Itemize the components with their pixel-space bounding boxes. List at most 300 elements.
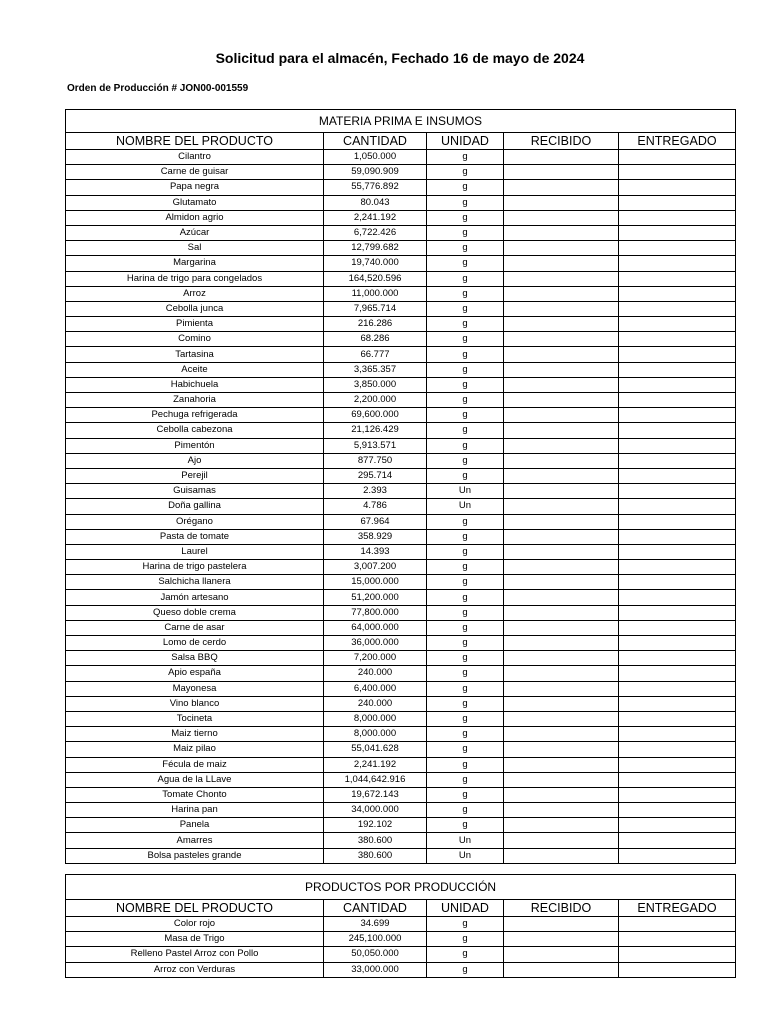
- quantity-cell: 295.714: [324, 468, 427, 483]
- table-row: [66, 438, 736, 453]
- table-row: [66, 590, 736, 605]
- unit-cell: g: [427, 605, 504, 620]
- unit-cell: g: [427, 962, 504, 977]
- received-cell: [504, 962, 619, 977]
- unit-cell: g: [427, 742, 504, 757]
- received-cell: [504, 917, 619, 932]
- received-cell: [504, 772, 619, 787]
- delivered-cell: [619, 711, 736, 726]
- delivered-cell: [619, 150, 736, 165]
- unit-cell: g: [427, 666, 504, 681]
- unit-cell: g: [427, 544, 504, 559]
- received-cell: [504, 818, 619, 833]
- received-cell: [504, 271, 619, 286]
- delivered-cell: [619, 468, 736, 483]
- unit-cell: g: [427, 210, 504, 225]
- unit-cell: g: [427, 468, 504, 483]
- table-row: [66, 947, 736, 962]
- quantity-cell: 64,000.000: [324, 620, 427, 635]
- delivered-cell: [619, 947, 736, 962]
- product-name-cell: Maiz tierno: [66, 727, 324, 742]
- unit-cell: g: [427, 393, 504, 408]
- delivered-cell: [619, 499, 736, 514]
- product-name-cell: Color rojo: [66, 917, 324, 932]
- unit-cell: g: [427, 681, 504, 696]
- raw-materials-table: [65, 109, 736, 864]
- product-name-cell: Lomo de cerdo: [66, 636, 324, 651]
- unit-cell: g: [427, 347, 504, 362]
- quantity-cell: 59,090.909: [324, 165, 427, 180]
- column-header-name: NOMBRE DEL PRODUCTO: [66, 900, 324, 917]
- quantity-cell: 240.000: [324, 696, 427, 711]
- unit-cell: g: [427, 256, 504, 271]
- table-row: [66, 772, 736, 787]
- product-name-cell: Cebolla junca: [66, 301, 324, 316]
- table-row: [66, 681, 736, 696]
- received-cell: [504, 241, 619, 256]
- table-row: [66, 256, 736, 271]
- delivered-cell: [619, 917, 736, 932]
- table-row: [66, 917, 736, 932]
- received-cell: [504, 225, 619, 240]
- unit-cell: g: [427, 377, 504, 392]
- section-title: MATERIA PRIMA E INSUMOS: [66, 110, 736, 133]
- received-cell: [504, 453, 619, 468]
- product-name-cell: Harina de trigo pastelera: [66, 560, 324, 575]
- product-name-cell: Apio españa: [66, 666, 324, 681]
- unit-cell: g: [427, 317, 504, 332]
- received-cell: [504, 560, 619, 575]
- product-name-cell: Tartasina: [66, 347, 324, 362]
- received-cell: [504, 256, 619, 271]
- product-name-cell: Arroz con Verduras: [66, 962, 324, 977]
- delivered-cell: [619, 180, 736, 195]
- product-name-cell: Pimentón: [66, 438, 324, 453]
- quantity-cell: 164,520.596: [324, 271, 427, 286]
- table-row: [66, 787, 736, 802]
- received-cell: [504, 757, 619, 772]
- table-row: [66, 377, 736, 392]
- table-row: [66, 620, 736, 635]
- table-row: [66, 347, 736, 362]
- delivered-cell: [619, 225, 736, 240]
- quantity-cell: 19,740.000: [324, 256, 427, 271]
- unit-cell: g: [427, 711, 504, 726]
- delivered-cell: [619, 286, 736, 301]
- quantity-cell: 3,007.200: [324, 560, 427, 575]
- unit-cell: g: [427, 947, 504, 962]
- table-row: [66, 666, 736, 681]
- quantity-cell: 2.393: [324, 484, 427, 499]
- received-cell: [504, 932, 619, 947]
- delivered-cell: [619, 575, 736, 590]
- received-cell: [504, 651, 619, 666]
- received-cell: [504, 301, 619, 316]
- quantity-cell: 380.600: [324, 833, 427, 848]
- product-name-cell: Doña gallina: [66, 499, 324, 514]
- delivered-cell: [619, 833, 736, 848]
- delivered-cell: [619, 560, 736, 575]
- unit-cell: g: [427, 241, 504, 256]
- table-row: [66, 468, 736, 483]
- quantity-cell: 51,200.000: [324, 590, 427, 605]
- column-header-delivered: ENTREGADO: [619, 133, 736, 150]
- table-row: [66, 484, 736, 499]
- delivered-cell: [619, 210, 736, 225]
- table-row: [66, 529, 736, 544]
- quantity-cell: 14.393: [324, 544, 427, 559]
- unit-cell: g: [427, 560, 504, 575]
- unit-cell: g: [427, 301, 504, 316]
- product-name-cell: Fécula de maiz: [66, 757, 324, 772]
- table-row: [66, 271, 736, 286]
- quantity-cell: 240.000: [324, 666, 427, 681]
- unit-cell: g: [427, 772, 504, 787]
- table-row: [66, 833, 736, 848]
- delivered-cell: [619, 803, 736, 818]
- table-row: [66, 499, 736, 514]
- delivered-cell: [619, 696, 736, 711]
- delivered-cell: [619, 438, 736, 453]
- received-cell: [504, 286, 619, 301]
- quantity-cell: 80.043: [324, 195, 427, 210]
- product-name-cell: Carne de asar: [66, 620, 324, 635]
- delivered-cell: [619, 666, 736, 681]
- unit-cell: g: [427, 932, 504, 947]
- table-row: [66, 605, 736, 620]
- delivered-cell: [619, 514, 736, 529]
- unit-cell: g: [427, 165, 504, 180]
- unit-cell: Un: [427, 499, 504, 514]
- quantity-cell: 36,000.000: [324, 636, 427, 651]
- product-name-cell: Bolsa pasteles grande: [66, 848, 324, 863]
- column-header-unit: UNIDAD: [427, 133, 504, 150]
- received-cell: [504, 484, 619, 499]
- product-name-cell: Sal: [66, 241, 324, 256]
- table-row: [66, 210, 736, 225]
- table-row: [66, 317, 736, 332]
- unit-cell: g: [427, 514, 504, 529]
- unit-cell: Un: [427, 848, 504, 863]
- table-row: [66, 225, 736, 240]
- quantity-cell: 2,200.000: [324, 393, 427, 408]
- table-row: [66, 301, 736, 316]
- delivered-cell: [619, 347, 736, 362]
- product-name-cell: Relleno Pastel Arroz con Pollo: [66, 947, 324, 962]
- document-title: Solicitud para el almacén, Fechado 16 de mayo de 2024: [215, 50, 585, 66]
- delivered-cell: [619, 301, 736, 316]
- quantity-cell: 4.786: [324, 499, 427, 514]
- table-row: [66, 514, 736, 529]
- quantity-cell: 216.286: [324, 317, 427, 332]
- quantity-cell: 21,126.429: [324, 423, 427, 438]
- delivered-cell: [619, 317, 736, 332]
- column-header-row: [66, 900, 736, 917]
- delivered-cell: [619, 651, 736, 666]
- unit-cell: g: [427, 271, 504, 286]
- quantity-cell: 2,241.192: [324, 210, 427, 225]
- quantity-cell: 380.600: [324, 848, 427, 863]
- column-header-received: RECIBIDO: [504, 900, 619, 917]
- delivered-cell: [619, 681, 736, 696]
- quantity-cell: 50,050.000: [324, 947, 427, 962]
- product-name-cell: Panela: [66, 818, 324, 833]
- received-cell: [504, 210, 619, 225]
- delivered-cell: [619, 818, 736, 833]
- received-cell: [504, 666, 619, 681]
- quantity-cell: 8,000.000: [324, 727, 427, 742]
- delivered-cell: [619, 241, 736, 256]
- product-name-cell: Azúcar: [66, 225, 324, 240]
- product-name-cell: Mayonesa: [66, 681, 324, 696]
- quantity-cell: 67.964: [324, 514, 427, 529]
- quantity-cell: 1,044,642.916: [324, 772, 427, 787]
- product-name-cell: Margarina: [66, 256, 324, 271]
- quantity-cell: 55,041.628: [324, 742, 427, 757]
- table-row: [66, 195, 736, 210]
- unit-cell: g: [427, 529, 504, 544]
- received-cell: [504, 742, 619, 757]
- quantity-cell: 68.286: [324, 332, 427, 347]
- quantity-cell: 77,800.000: [324, 605, 427, 620]
- quantity-cell: 6,722.426: [324, 225, 427, 240]
- unit-cell: g: [427, 408, 504, 423]
- received-cell: [504, 544, 619, 559]
- product-name-cell: Masa de Trigo: [66, 932, 324, 947]
- product-name-cell: Almidon agrio: [66, 210, 324, 225]
- table-row: [66, 848, 736, 863]
- delivered-cell: [619, 271, 736, 286]
- delivered-cell: [619, 256, 736, 271]
- received-cell: [504, 727, 619, 742]
- product-name-cell: Amarres: [66, 833, 324, 848]
- unit-cell: g: [427, 787, 504, 802]
- unit-cell: g: [427, 651, 504, 666]
- table-row: [66, 803, 736, 818]
- table-row: [66, 711, 736, 726]
- received-cell: [504, 377, 619, 392]
- received-cell: [504, 575, 619, 590]
- quantity-cell: 66.777: [324, 347, 427, 362]
- delivered-cell: [619, 195, 736, 210]
- column-header-row: [66, 133, 736, 150]
- received-cell: [504, 620, 619, 635]
- received-cell: [504, 833, 619, 848]
- delivered-cell: [619, 377, 736, 392]
- received-cell: [504, 317, 619, 332]
- product-name-cell: Jamón artesano: [66, 590, 324, 605]
- quantity-cell: 5,913.571: [324, 438, 427, 453]
- product-name-cell: Guisamas: [66, 484, 324, 499]
- table-row: [66, 180, 736, 195]
- quantity-cell: 1,050.000: [324, 150, 427, 165]
- quantity-cell: 69,600.000: [324, 408, 427, 423]
- delivered-cell: [619, 362, 736, 377]
- column-header-quantity: CANTIDAD: [324, 900, 427, 917]
- delivered-cell: [619, 787, 736, 802]
- table-row: [66, 636, 736, 651]
- quantity-cell: 11,000.000: [324, 286, 427, 301]
- delivered-cell: [619, 757, 736, 772]
- column-header-quantity: CANTIDAD: [324, 133, 427, 150]
- received-cell: [504, 393, 619, 408]
- delivered-cell: [619, 962, 736, 977]
- table-row: [66, 742, 736, 757]
- table-row: [66, 757, 736, 772]
- quantity-cell: 245,100.000: [324, 932, 427, 947]
- quantity-cell: 8,000.000: [324, 711, 427, 726]
- column-header-unit: UNIDAD: [427, 900, 504, 917]
- table-row: [66, 286, 736, 301]
- quantity-cell: 6,400.000: [324, 681, 427, 696]
- unit-cell: g: [427, 362, 504, 377]
- quantity-cell: 7,200.000: [324, 651, 427, 666]
- unit-cell: Un: [427, 484, 504, 499]
- delivered-cell: [619, 848, 736, 863]
- quantity-cell: 33,000.000: [324, 962, 427, 977]
- quantity-cell: 2,241.192: [324, 757, 427, 772]
- quantity-cell: 55,776.892: [324, 180, 427, 195]
- product-name-cell: Glutamato: [66, 195, 324, 210]
- table-row: [66, 393, 736, 408]
- table-row: [66, 932, 736, 947]
- received-cell: [504, 468, 619, 483]
- unit-cell: g: [427, 332, 504, 347]
- table-row: [66, 962, 736, 977]
- product-name-cell: Arroz: [66, 286, 324, 301]
- table-row: [66, 544, 736, 559]
- table-row: [66, 408, 736, 423]
- delivered-cell: [619, 590, 736, 605]
- received-cell: [504, 787, 619, 802]
- product-name-cell: Habichuela: [66, 377, 324, 392]
- product-name-cell: Cilantro: [66, 150, 324, 165]
- product-name-cell: Salchicha llanera: [66, 575, 324, 590]
- received-cell: [504, 947, 619, 962]
- unit-cell: g: [427, 757, 504, 772]
- delivered-cell: [619, 742, 736, 757]
- order-number: Orden de Producción # JON00-001559: [67, 83, 249, 94]
- unit-cell: g: [427, 150, 504, 165]
- unit-cell: g: [427, 453, 504, 468]
- table-row: [66, 575, 736, 590]
- product-name-cell: Agua de la LLave: [66, 772, 324, 787]
- quantity-cell: 358.929: [324, 529, 427, 544]
- table-row: [66, 423, 736, 438]
- quantity-cell: 877.750: [324, 453, 427, 468]
- unit-cell: g: [427, 286, 504, 301]
- received-cell: [504, 195, 619, 210]
- unit-cell: g: [427, 423, 504, 438]
- product-name-cell: Aceite: [66, 362, 324, 377]
- received-cell: [504, 180, 619, 195]
- received-cell: [504, 423, 619, 438]
- delivered-cell: [619, 332, 736, 347]
- table-row: [66, 727, 736, 742]
- delivered-cell: [619, 620, 736, 635]
- product-name-cell: Pimienta: [66, 317, 324, 332]
- received-cell: [504, 711, 619, 726]
- unit-cell: g: [427, 917, 504, 932]
- product-name-cell: Harina de trigo para congelados: [66, 271, 324, 286]
- table-row: [66, 696, 736, 711]
- received-cell: [504, 438, 619, 453]
- quantity-cell: 192.102: [324, 818, 427, 833]
- table-row: [66, 560, 736, 575]
- delivered-cell: [619, 165, 736, 180]
- delivered-cell: [619, 605, 736, 620]
- product-name-cell: Ajo: [66, 453, 324, 468]
- product-name-cell: Tomate Chonto: [66, 787, 324, 802]
- received-cell: [504, 332, 619, 347]
- received-cell: [504, 150, 619, 165]
- quantity-cell: 34,000.000: [324, 803, 427, 818]
- received-cell: [504, 803, 619, 818]
- product-name-cell: Perejil: [66, 468, 324, 483]
- received-cell: [504, 514, 619, 529]
- unit-cell: g: [427, 590, 504, 605]
- quantity-cell: 19,672.143: [324, 787, 427, 802]
- unit-cell: g: [427, 620, 504, 635]
- product-name-cell: Zanahoria: [66, 393, 324, 408]
- production-products-table: [65, 874, 736, 978]
- product-name-cell: Salsa BBQ: [66, 651, 324, 666]
- product-name-cell: Queso doble crema: [66, 605, 324, 620]
- table-row: [66, 362, 736, 377]
- column-header-name: NOMBRE DEL PRODUCTO: [66, 133, 324, 150]
- product-name-cell: Comino: [66, 332, 324, 347]
- received-cell: [504, 362, 619, 377]
- received-cell: [504, 681, 619, 696]
- delivered-cell: [619, 423, 736, 438]
- unit-cell: g: [427, 636, 504, 651]
- received-cell: [504, 636, 619, 651]
- delivered-cell: [619, 636, 736, 651]
- product-name-cell: Tocineta: [66, 711, 324, 726]
- unit-cell: g: [427, 727, 504, 742]
- received-cell: [504, 848, 619, 863]
- delivered-cell: [619, 544, 736, 559]
- delivered-cell: [619, 453, 736, 468]
- unit-cell: g: [427, 818, 504, 833]
- table-row: [66, 150, 736, 165]
- delivered-cell: [619, 727, 736, 742]
- product-name-cell: Maiz pilao: [66, 742, 324, 757]
- delivered-cell: [619, 408, 736, 423]
- product-name-cell: Laurel: [66, 544, 324, 559]
- quantity-cell: 3,365.357: [324, 362, 427, 377]
- received-cell: [504, 529, 619, 544]
- unit-cell: g: [427, 438, 504, 453]
- delivered-cell: [619, 393, 736, 408]
- product-name-cell: Cebolla cabezona: [66, 423, 324, 438]
- received-cell: [504, 499, 619, 514]
- quantity-cell: 3,850.000: [324, 377, 427, 392]
- delivered-cell: [619, 529, 736, 544]
- table-row: [66, 453, 736, 468]
- received-cell: [504, 590, 619, 605]
- product-name-cell: Harina pan: [66, 803, 324, 818]
- delivered-cell: [619, 484, 736, 499]
- unit-cell: g: [427, 225, 504, 240]
- table-row: [66, 165, 736, 180]
- quantity-cell: 7,965.714: [324, 301, 427, 316]
- received-cell: [504, 165, 619, 180]
- column-header-received: RECIBIDO: [504, 133, 619, 150]
- table-row: [66, 651, 736, 666]
- delivered-cell: [619, 932, 736, 947]
- product-name-cell: Papa negra: [66, 180, 324, 195]
